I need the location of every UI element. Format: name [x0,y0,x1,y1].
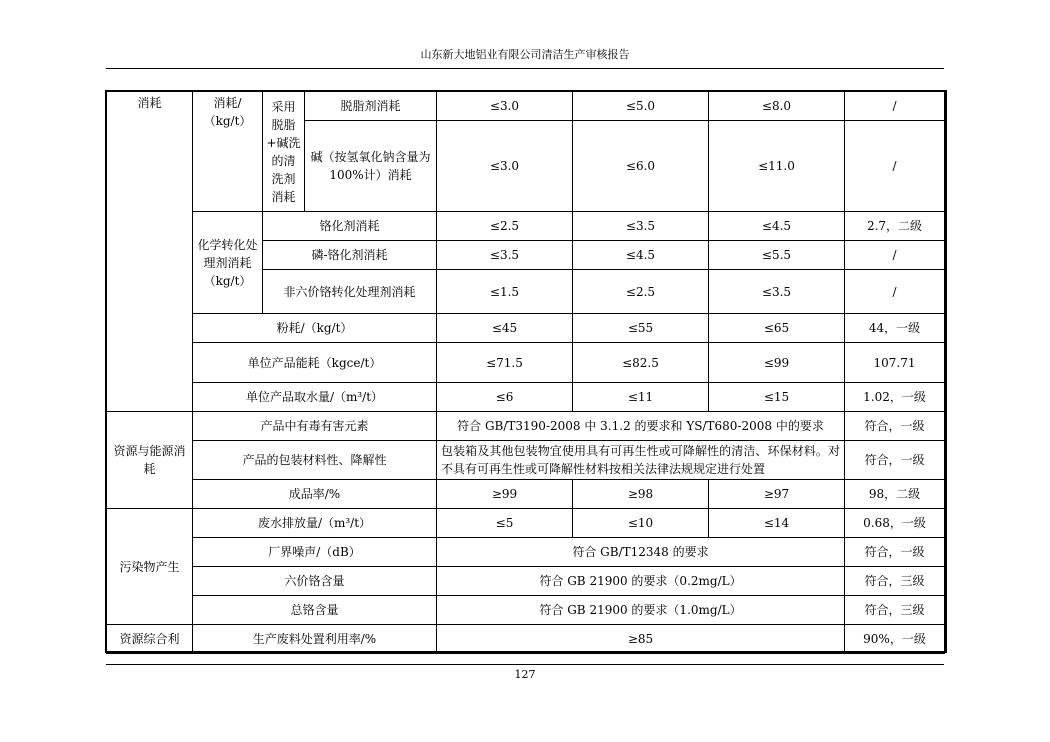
table-row [107,343,945,383]
indicator-cell: 产品中有毒有害元素 [193,412,437,441]
level1-cell: ≤1.5 [437,270,573,314]
report-header-title: 山东新大地铝业有限公司清洁生产审核报告 [420,48,630,61]
category-cell: 资源与能源消耗 [107,412,193,509]
level3-cell: ≤14 [709,509,845,538]
indicator-cell: 磷-铬化剂消耗 [263,241,437,270]
level2-cell: ≤2.5 [573,270,709,314]
level3-cell: ≤3.5 [709,270,845,314]
level2-cell: ≤10 [573,509,709,538]
status-cell: / [845,121,945,212]
level3-cell: ≥97 [709,480,845,509]
status-cell: 98，二级 [845,480,945,509]
indicator-cell: 废水排放量/（m³/t） [193,509,437,538]
status-cell: / [845,270,945,314]
category-cell: 污染物产生 [107,509,193,625]
table-row [107,412,945,441]
indicator-cell: 脱脂剂消耗 [305,92,437,121]
indicator-cell: 厂界噪声/（dB） [193,538,437,567]
header-divider [106,68,944,69]
subcategory-cell: 化学转化处理剂消耗（kg/t） [193,212,263,314]
level1-cell: ≤3.5 [437,241,573,270]
subcategory-cell: 消耗/（kg/t） [193,92,263,212]
subcategory-detail-cell: 采用脱脂+碱洗的清洗剂消耗 [263,92,305,212]
indicator-cell: 单位产品取水量/（m³/t） [193,383,437,412]
requirement-cell: ≥85 [437,625,845,654]
status-cell: 1.02，一级 [845,383,945,412]
indicator-cell: 铬化剂消耗 [263,212,437,241]
table-row [107,314,945,343]
table-row [107,509,945,538]
indicator-cell: 碱（按氢氧化钠含量为100%计）消耗 [305,121,437,212]
status-cell: 90%，一级 [845,625,945,654]
status-cell: / [845,241,945,270]
requirement-cell: 符合 GB/T12348 的要求 [437,538,845,567]
table-row [107,538,945,567]
status-cell: 符合，一级 [845,412,945,441]
level2-cell: ≤55 [573,314,709,343]
table-row [107,480,945,509]
category-cell: 资源综合利 [107,625,193,654]
level1-cell: ≤3.0 [437,121,573,212]
level3-cell: ≤65 [709,314,845,343]
table-row [107,441,945,480]
footer-divider [106,664,944,665]
status-cell: 2.7，二级 [845,212,945,241]
table-row [107,567,945,596]
status-cell: 44，一级 [845,314,945,343]
level1-cell: ≤2.5 [437,212,573,241]
level3-cell: ≤99 [709,343,845,383]
level1-cell: ≤5 [437,509,573,538]
level3-cell: ≤5.5 [709,241,845,270]
status-cell: 符合，三级 [845,596,945,625]
page-number: 127 [514,668,536,681]
requirement-cell: 符合 GB/T3190-2008 中 3.1.2 的要求和 YS/T680-2008 中的要求 [437,412,845,441]
indicator-cell: 生产废料处置利用率/% [193,625,437,654]
status-cell: / [845,92,945,121]
requirement-cell: 符合 GB 21900 的要求（1.0mg/L） [437,596,845,625]
indicator-cell: 六价铬含量 [193,567,437,596]
level2-cell: ≤5.0 [573,92,709,121]
clean-production-indicator-table [106,91,945,654]
table-row [107,383,945,412]
requirement-cell: 符合 GB 21900 的要求（0.2mg/L） [437,567,845,596]
status-cell: 0.68，一级 [845,509,945,538]
requirement-cell: 包装箱及其他包装物宜使用具有可再生性或可降解性的清洁、环保材料。对不具有可再生性或可降解性材料按相关法律法规规定进行处置 [437,441,845,480]
status-cell: 符合，三级 [845,567,945,596]
level1-cell: ≥99 [437,480,573,509]
level2-cell: ≤3.5 [573,212,709,241]
table-row [107,596,945,625]
indicator-cell: 总铬含量 [193,596,437,625]
level2-cell: ≤6.0 [573,121,709,212]
level1-cell: ≤3.0 [437,92,573,121]
indicator-cell: 粉耗/（kg/t） [193,314,437,343]
table-row [107,92,945,121]
level3-cell: ≤11.0 [709,121,845,212]
level3-cell: ≤15 [709,383,845,412]
status-cell: 107.71 [845,343,945,383]
status-cell: 符合，一级 [845,538,945,567]
level2-cell: ≤82.5 [573,343,709,383]
level2-cell: ≤11 [573,383,709,412]
indicator-cell: 成品率/% [193,480,437,509]
category-cell: 消耗 [107,92,193,412]
indicator-cell: 单位产品能耗（kgce/t） [193,343,437,383]
table-row [107,212,945,241]
level3-cell: ≤8.0 [709,92,845,121]
table-row [107,625,945,654]
level2-cell: ≥98 [573,480,709,509]
indicator-cell: 非六价铬转化处理剂消耗 [263,270,437,314]
level1-cell: ≤6 [437,383,573,412]
indicator-cell: 产品的包装材料性、降解性 [193,441,437,480]
level2-cell: ≤4.5 [573,241,709,270]
level1-cell: ≤45 [437,314,573,343]
status-cell: 符合，一级 [845,441,945,480]
level3-cell: ≤4.5 [709,212,845,241]
level1-cell: ≤71.5 [437,343,573,383]
